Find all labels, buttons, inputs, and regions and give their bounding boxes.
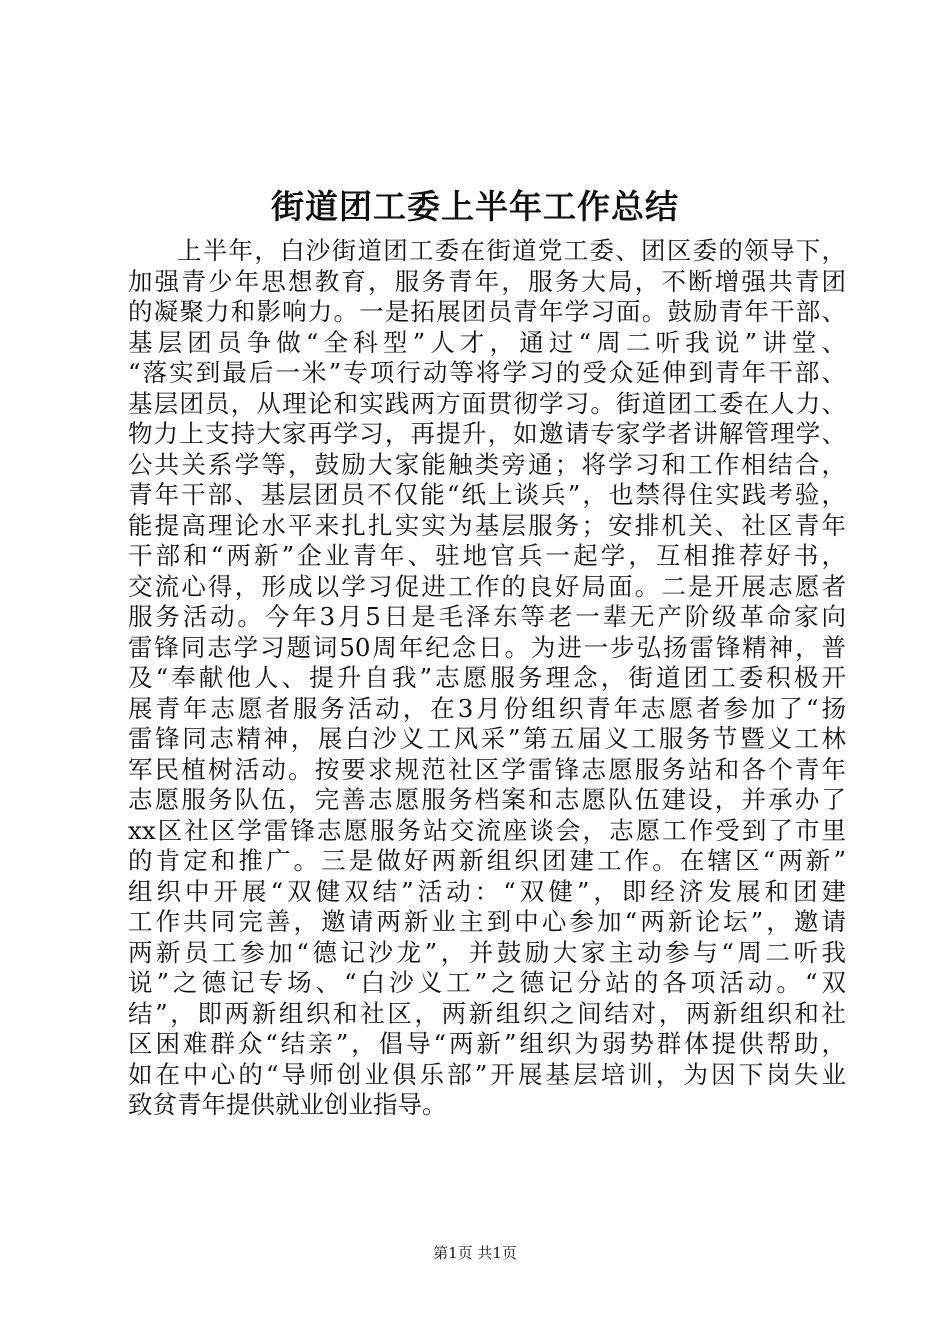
body-line: 组织中开展“双健双结”活动：“双健”，即经济发展和团建 (128, 876, 846, 906)
body-line: “落实到最后一米”专项行动等将学习的受众延伸到青年干部、 (128, 358, 846, 387)
body-line: 的肯定和推广。三是做好两新组织团建工作。在辖区“两新” (128, 846, 846, 875)
body-line: 致贫青年提供就业创业指导。 (128, 1090, 447, 1119)
body-line: 展青年志愿者服务活动，在3月份组织青年志愿者参加了“扬 (128, 693, 846, 723)
body-line: 上半年，白沙街道团工委在街道党工委、团区委的领导下， (177, 236, 846, 265)
page-number: 第1页 共1页 (433, 1244, 517, 1262)
body-line: 能提高理论水平来扎扎实实为基层服务；安排机关、社区青年 (128, 510, 846, 540)
body-line: 基层团员，从理论和实践两方面贯彻学习。街道团工委在人力、 (128, 388, 846, 418)
body-line: 雷锋同志精神，展白沙义工风采”第五届义工服务节暨义工林 (128, 724, 846, 753)
body-line: 及“奉献他人、提升自我”志愿服务理念，街道团工委积极开 (128, 663, 846, 692)
body-line: 公共关系学等，鼓励大家能触类旁通；将学习和工作相结合， (128, 449, 846, 479)
document-body (128, 236, 846, 1121)
body-line: 结”，即两新组织和社区，两新组织之间结对，两新组织和社 (128, 998, 846, 1028)
body-line: 两新员工参加“德记沙龙”，并鼓励大家主动参与“周二听我 (128, 937, 846, 967)
body-line: 交流心得，形成以学习促进工作的良好局面。二是开展志愿者 (128, 571, 846, 601)
body-line: 加强青少年思想教育，服务青年，服务大局，不断增强共青团 (128, 266, 846, 296)
body-line: xx区社区学雷锋志愿服务站交流座谈会，志愿工作受到了市里 (128, 815, 846, 845)
body-line: 如在中心的“导师创业俱乐部”开展基层培训，为因下岗失业 (128, 1059, 846, 1089)
body-line: 说”之德记专场、“白沙义工”之德记分站的各项活动。“双 (128, 968, 846, 997)
body-line: 军民植树活动。按要求规范社区学雷锋志愿服务站和各个青年 (128, 754, 846, 784)
body-line: 干部和“两新”企业青年、驻地官兵一起学，互相推荐好书， (128, 541, 846, 570)
body-line: 青年干部、基层团员不仅能“纸上谈兵”，也禁得住实践考验， (128, 480, 846, 509)
document-title: 街道团工委上半年工作总结 (271, 187, 679, 226)
body-line: 雷锋同志学习题词50周年纪念日。为进一步弘扬雷锋精神，普 (128, 632, 846, 662)
body-line: 物力上支持大家再学习，再提升，如邀请专家学者讲解管理学、 (128, 419, 846, 448)
body-line: 服务活动。今年3月5日是毛泽东等老一辈无产阶级革命家向 (128, 602, 846, 631)
body-line: 区困难群众“结亲”，倡导“两新”组织为弱势群体提供帮助， (128, 1029, 846, 1058)
body-line: 志愿服务队伍，完善志愿服务档案和志愿队伍建设，并承办了 (128, 785, 846, 814)
body-line: 工作共同完善，邀请两新业主到中心参加“两新论坛”，邀请 (128, 907, 846, 936)
body-line: 的凝聚力和影响力。一是拓展团员青年学习面。鼓励青年干部、 (128, 297, 846, 326)
body-line: 基层团员争做“全科型”人才，通过“周二听我说”讲堂、 (128, 327, 846, 357)
